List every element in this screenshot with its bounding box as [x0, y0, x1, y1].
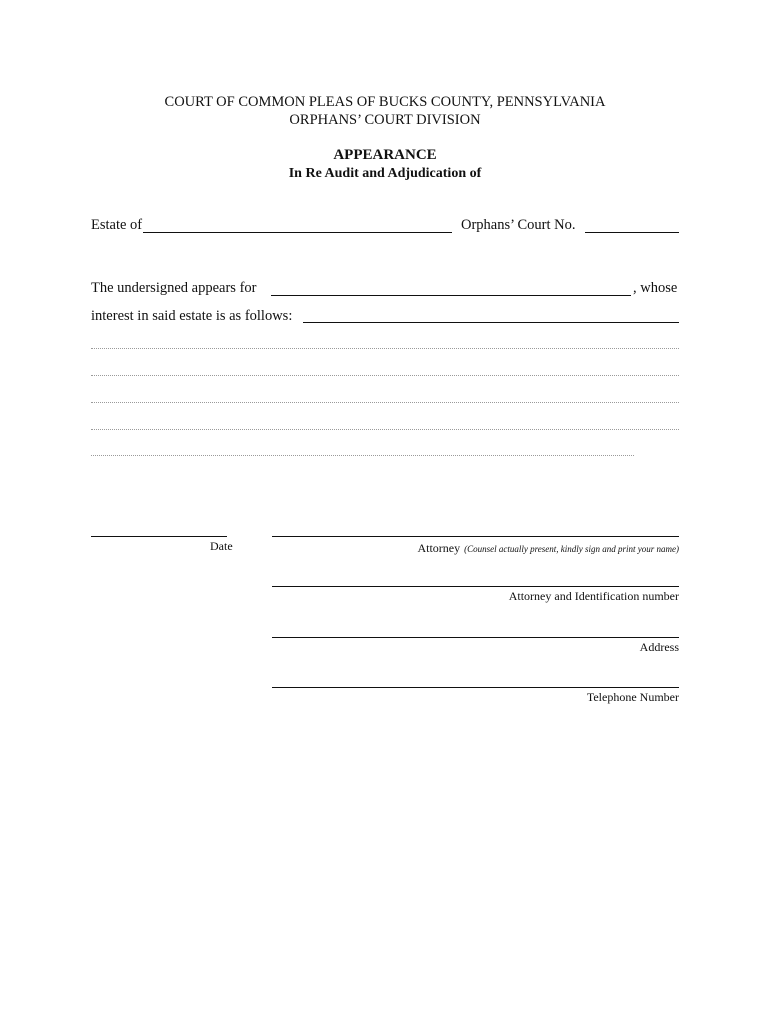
whose-label: , whose: [633, 280, 678, 296]
address-label: Address: [639, 640, 679, 654]
interest-field[interactable]: [303, 322, 679, 323]
appears-for-label: The undersigned appears for: [91, 280, 257, 296]
attorney-signature-field[interactable]: [272, 536, 679, 537]
court-title: COURT OF COMMON PLEAS OF BUCKS COUNTY, PENNSYLVANIA: [164, 94, 606, 110]
interest-continuation-line[interactable]: [91, 455, 634, 456]
attorney-id-label: Attorney and Identification number: [508, 589, 679, 603]
attorney-label: Attorney: [417, 541, 461, 555]
attorney-id-field[interactable]: [272, 586, 679, 587]
form-title: APPEARANCE: [333, 147, 437, 163]
attorney-note: (Counsel actually present, kindly sign and print your name): [464, 544, 679, 554]
telephone-label: Telephone Number: [586, 690, 679, 704]
address-field[interactable]: [272, 637, 679, 638]
interest-continuation-line[interactable]: [91, 348, 679, 349]
attorney-caption: [417, 539, 679, 557]
appears-for-field[interactable]: [271, 295, 631, 296]
division-title: ORPHANS’ COURT DIVISION: [289, 112, 481, 128]
telephone-field[interactable]: [272, 687, 679, 688]
estate-label: Estate of: [91, 217, 143, 233]
interest-continuation-line[interactable]: [91, 429, 679, 430]
interest-continuation-line[interactable]: [91, 402, 679, 403]
date-label: Date: [210, 539, 233, 553]
estate-field[interactable]: [143, 232, 452, 233]
date-field[interactable]: [91, 536, 227, 537]
court-no-label: Orphans’ Court No.: [461, 217, 576, 233]
court-no-field[interactable]: [585, 232, 679, 233]
interest-label: interest in said estate is as follows:: [91, 308, 293, 324]
interest-continuation-line[interactable]: [91, 375, 679, 376]
form-subtitle: In Re Audit and Adjudication of: [288, 166, 482, 181]
